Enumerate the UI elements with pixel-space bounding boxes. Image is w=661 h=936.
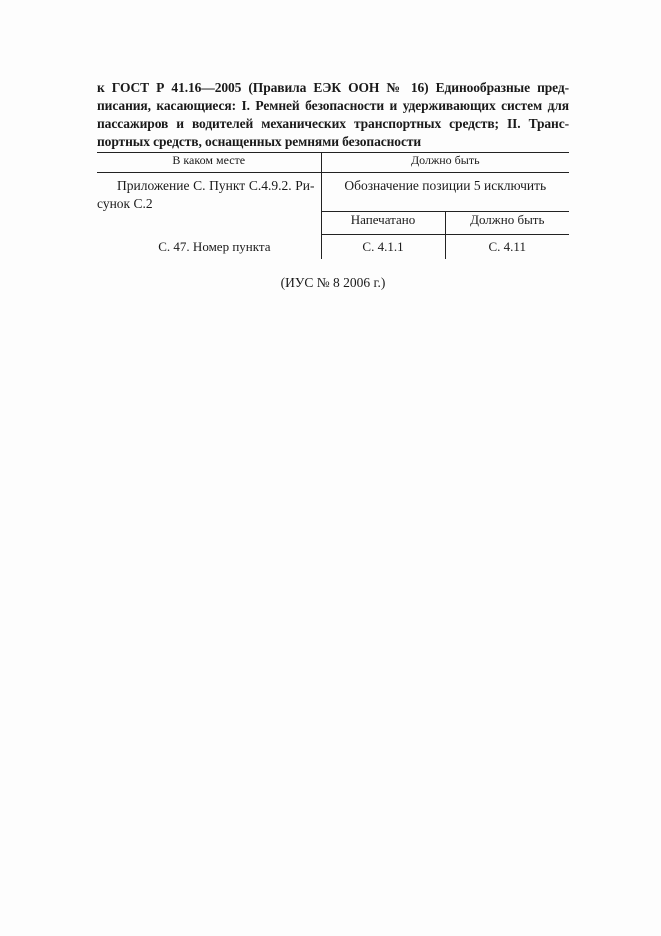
source-note: (ИУС № 8 2006 г.) — [280, 275, 386, 290]
header-where: В каком месте — [97, 153, 321, 173]
row1-must: Обозначение позиции 5 исключить — [321, 173, 569, 212]
table-header-row — [97, 153, 569, 173]
title-line-1: к ГОСТ Р 41.16—2005 (Правила ЕЭК ООН № 16) Единообразные пред- — [97, 80, 569, 95]
corrections-table — [97, 152, 569, 259]
row2-where: С. 47. Номер пункта — [158, 238, 271, 254]
header-must: Должно быть — [321, 153, 569, 173]
correction-title — [97, 79, 569, 151]
table-row-1 — [97, 173, 569, 212]
row2-printed: С. 4.1.1 — [321, 235, 445, 260]
row2-must: С. 4.11 — [445, 235, 569, 260]
title-line-4: портных средств, оснащенных ремнями безопасности — [97, 134, 422, 149]
sub-header-printed: Напечатано — [321, 212, 445, 235]
row1-where-line2: сунок С.2 — [97, 196, 153, 211]
sub-header-must: Должно быть — [445, 212, 569, 235]
row1-where-line1: Приложение С. Пункт С.4.9.2. Ри- — [117, 178, 315, 193]
title-line-3: пассажиров и водителей механических транспортных средств; II. Транс- — [97, 116, 569, 131]
title-line-2: писания, касающиеся: I. Ремней безопасности и удерживающих систем для — [97, 98, 569, 113]
row1-where — [97, 173, 321, 235]
table-row-2 — [97, 235, 569, 260]
